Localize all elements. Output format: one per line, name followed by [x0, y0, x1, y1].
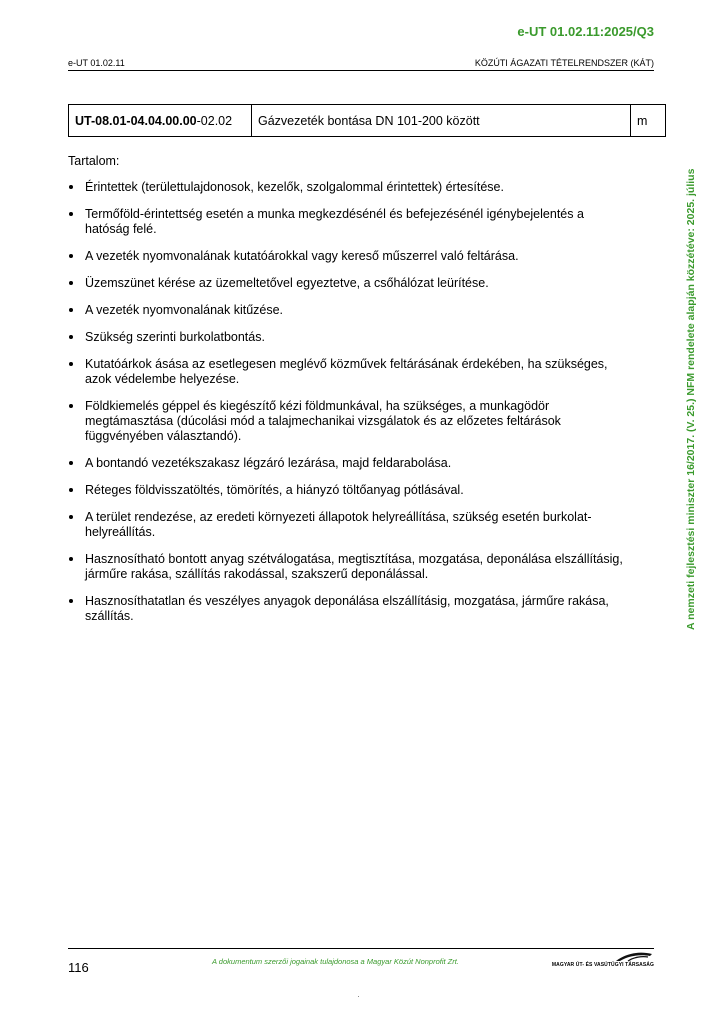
bottom-mark — [358, 996, 359, 997]
copyright-notice: A dokumentum szerzői jogainak tulajdonosa a Magyar Közút Nonprofit Zrt. — [212, 957, 459, 966]
item-code-cell — [69, 105, 252, 137]
footer-divider — [68, 948, 654, 949]
list-item: A bontandó vezetékszakasz légzáró lezárása, majd feldarabolása. — [68, 456, 628, 471]
list-item: Réteges földvisszatöltés, tömörítés, a hiányzó töltőanyag pótlásával. — [68, 483, 628, 498]
list-item: A vezeték nyomvonalának kitűzése. — [68, 303, 628, 318]
list-item: Szükség szerinti burkolatbontás. — [68, 330, 628, 345]
item-unit: m — [631, 105, 666, 137]
content-title: Tartalom: — [68, 154, 120, 168]
footer-logo — [551, 950, 654, 972]
item-row — [69, 105, 666, 137]
road-swoosh-icon — [614, 950, 654, 962]
content-list — [68, 180, 628, 624]
list-item: Kutatóárkok ásása az esetlegesen meglévő közművek feltárásának érdekében, ha szükséges, azok védelembe helyezése. — [68, 357, 628, 387]
item-code-suffix: -02.02 — [196, 113, 233, 128]
side-publication-note: A nemzeti fejlesztési miniszter 16/2017. (V. 25.) NFM rendelete alapján közzétéve: 2025. július — [685, 168, 697, 630]
item-code-bold: UT-08.01-04.04.00.00 — [75, 113, 197, 128]
page-number: 116 — [68, 960, 89, 975]
item-table — [68, 104, 666, 137]
list-item: Üzemszünet kérése az üzemeltetővel egyeztetve, a csőhálózat leürítése. — [68, 276, 628, 291]
list-item: Földkiemelés géppel és kiegészítő kézi földmunkával, ha szükséges, a munkagödör megtámasztása (dúcolási mód a talajmechanikai vizsgálatok és az előzetes feltárások függvényében választandó). — [68, 399, 628, 444]
list-item: A vezeték nyomvonalának kutatóárokkal vagy kereső műszerrel való feltárása. — [68, 249, 628, 264]
list-item: Hasznosíthatatlan és veszélyes anyagok deponálása elszállításig, mozgatása, járműre rakása, szállítás. — [68, 594, 628, 624]
header-right: KÖZÚTI ÁGAZATI TÉTELRENDSZER (KÁT) — [474, 58, 654, 68]
list-item: Termőföld-érintettség esetén a munka megkezdésénél és befejezésénél igénybejelentés a hatóság felé. — [68, 207, 628, 237]
header-left: e-UT 01.02.11 — [68, 58, 125, 68]
header-divider — [68, 70, 654, 71]
list-item: A terület rendezése, az eredeti környezeti állapotok helyreállítása, szükség esetén burkolat-helyreállítás. — [68, 510, 628, 540]
list-item: Érintettek (területtulajdonosok, kezelők, szolgalommal érintettek) értesítése. — [68, 180, 628, 195]
list-item: Hasznosítható bontott anyag szétválogatása, megtisztítása, mozgatása, deponálása elszállításig, járműre rakása, szállítás rakodással, szakszerű deponálással. — [68, 552, 628, 582]
doc-code: e-UT 01.02.11:2025/Q3 — [517, 24, 654, 39]
logo-text: MAGYAR ÚT- ÉS VASÚTÜGYI TÁRSASÁG — [551, 962, 654, 968]
content-section — [68, 154, 628, 636]
item-description: Gázvezeték bontása DN 101-200 között — [252, 105, 631, 137]
